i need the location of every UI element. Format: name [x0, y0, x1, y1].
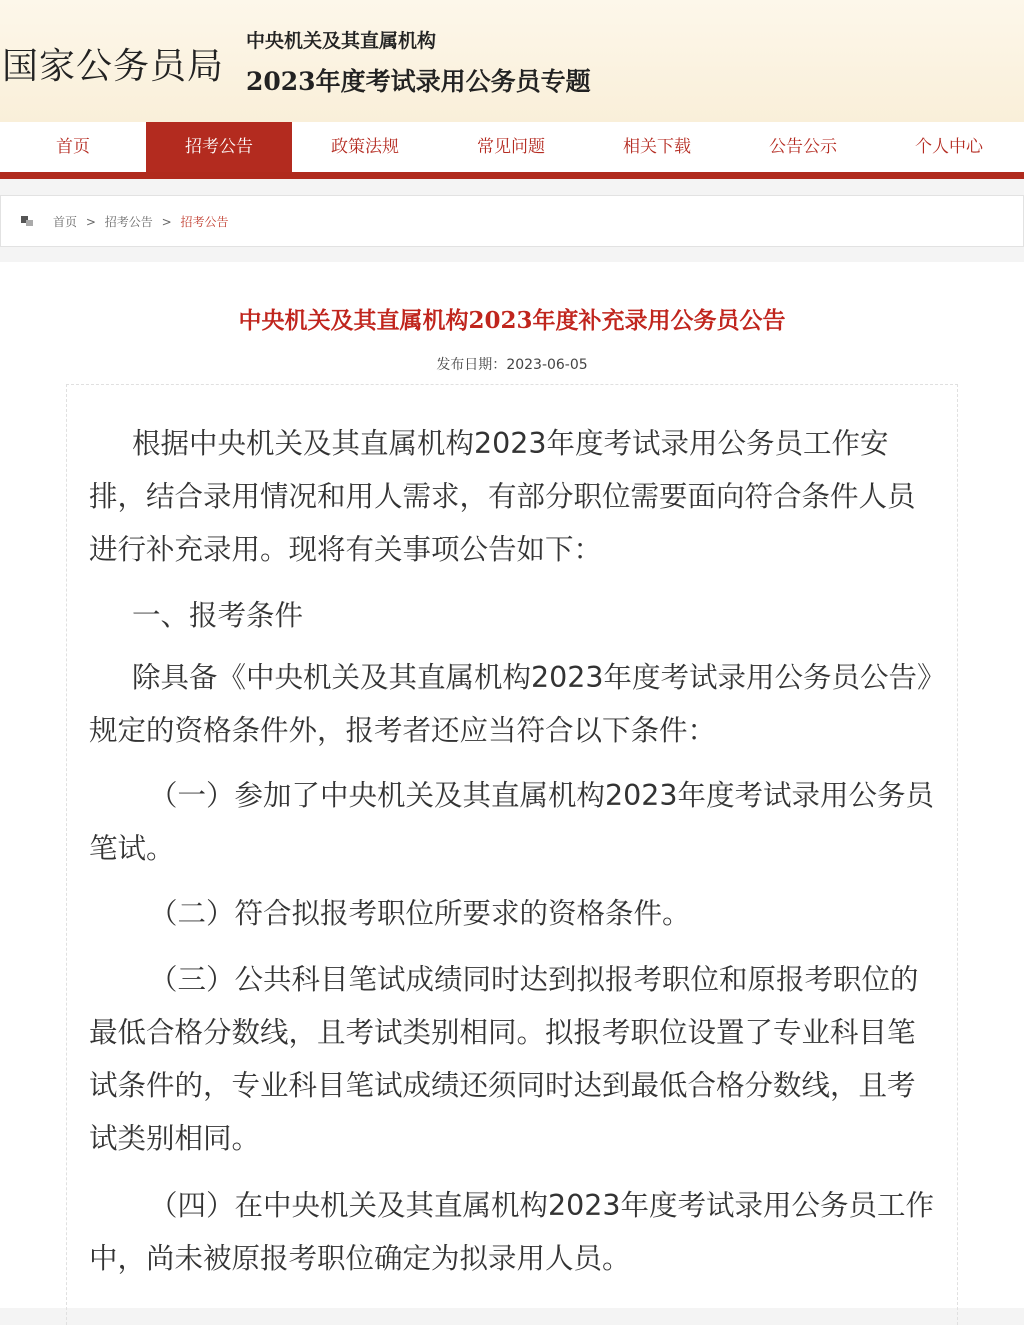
site-logo-text[interactable]: 国家公务员局 — [2, 46, 225, 87]
nav-underline-bar — [0, 172, 1024, 179]
nav-item-downloads[interactable]: 相关下载 — [623, 137, 691, 157]
article-body — [66, 384, 958, 1325]
breadcrumb-separator: > — [161, 215, 172, 229]
breadcrumb-separator: > — [85, 215, 96, 229]
nav-item-notices[interactable]: 公告公示 — [769, 137, 837, 157]
publish-date-label: 发布日期： — [436, 357, 507, 373]
condition-item-1: （一）参加了中央机关及其直属机构2023年度考试录用公务员笔试。 — [89, 779, 935, 865]
nav-item-policies[interactable]: 政策法规 — [331, 137, 399, 157]
breadcrumb-announcements[interactable]: 招考公告 — [104, 215, 153, 229]
condition-item-3: （三）公共科目笔试成绩同时达到拟报考职位和原报考职位的最低合格分数线，且考试类别相同。拟报考职位设置了专业科目笔试条件的，专业科目笔试成绩还须同时达到最低合格分数线，且考试类别相同。 — [89, 963, 919, 1155]
breadcrumb-home[interactable]: 首页 — [53, 215, 78, 229]
site-header — [0, 0, 1024, 122]
paragraph-conditions: 除具备《中央机关及其直属机构2023年度考试录用公务员公告》规定的资格条件外，报考者还应当符合以下条件： — [89, 661, 932, 747]
nav-item-announcements[interactable]: 招考公告 — [146, 122, 292, 172]
article-title: 中央机关及其直属机构2023年度补充录用公务员公告 — [238, 307, 786, 334]
main-nav — [0, 122, 1024, 172]
header-subtitle-line2: 2023年度考试录用公务员专题 — [246, 67, 591, 96]
publish-date-value: 2023-06-05 — [506, 357, 588, 373]
article-container — [0, 262, 1024, 1308]
condition-item-4: （四）在中央机关及其直属机构2023年度考试录用公务员工作中，尚未被原报考职位确定为拟录用人员。 — [89, 1189, 935, 1275]
header-subtitle-line1: 中央机关及其直属机构 — [246, 30, 437, 52]
breadcrumb — [0, 195, 1024, 247]
condition-item-2: （二）符合拟报考职位所要求的资格条件。 — [149, 897, 691, 930]
nav-item-faq[interactable]: 常见问题 — [477, 137, 545, 157]
breadcrumb-current[interactable]: 招考公告 — [180, 215, 229, 229]
nav-item-personal-center[interactable]: 个人中心 — [915, 137, 983, 157]
publish-date — [0, 354, 1024, 374]
paragraph-intro: 根据中央机关及其直属机构2023年度考试录用公务员工作安排，结合录用情况和用人需求，有部分职位需要面向符合条件人员进行补充录用。现将有关事项公告如下： — [89, 427, 916, 566]
nav-item-home[interactable]: 首页 — [56, 137, 90, 157]
section-heading: 一、报考条件 — [132, 599, 304, 632]
location-icon — [21, 216, 33, 226]
